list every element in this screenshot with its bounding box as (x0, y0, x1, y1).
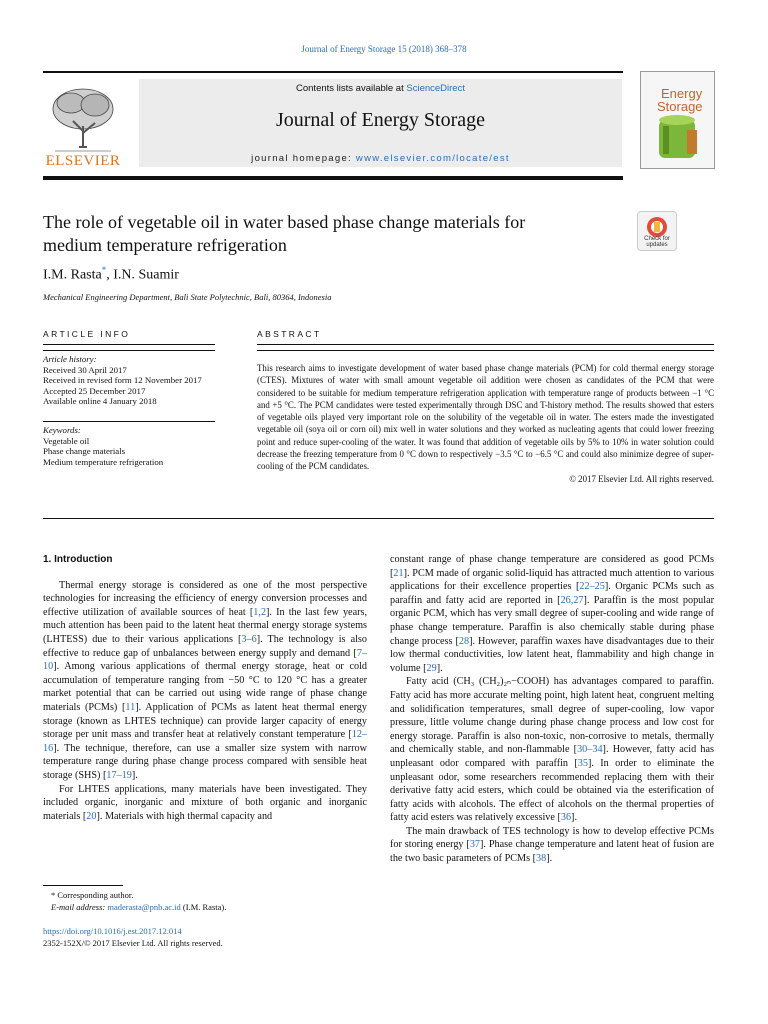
paragraph: The main drawback of TES technology is how to develop effective PCMs for storing energy [37]. Phase change temperature and latent heat of fusion are the two basic parameters of PCMs [38]. (390, 825, 714, 865)
citation-link[interactable]: 22–25 (579, 581, 605, 593)
issn-line: 2352-152X/© 2017 Elsevier Ltd. All rights reserved. (43, 937, 223, 948)
paragraph: Fatty acid (CH₃ (CH₂)₂ₙ−COOH) has advantages compared to paraffin. Fatty acid has more accurate melting point, high latent heat, congruent melting and solidification temperatures, small degree of super-cooling, low vapor pressure, little volume change during phase change process and low cost for energy storage. Paraffin is also non-toxic, non-corrosive to metals, thermally and chemically stable, and non-flammable [30–34]. However, fatty acid has unpleasant odor compared with paraffin [35]. In order to eliminate the unpleasant odor, some researchers recommended replacing them with their derivative fatty acid esters, which could be obtained via the esterification of fatty acids with alcohols. The effect of alcohols on the thermal properties of fatty acid esters was relatively excessive [36]. (390, 676, 714, 824)
cover-battery-graphic (641, 72, 714, 168)
keyword-item: Vegetable oil (43, 435, 90, 446)
doi-link[interactable]: https://doi.org/10.1016/j.est.2017.12.014 (43, 926, 182, 936)
article-title-line2: medium temperature refrigeration (43, 235, 287, 255)
abstract-second-rule (257, 350, 714, 351)
citation-link[interactable]: 1,2 (253, 606, 267, 618)
article-info-rule (43, 344, 215, 345)
body-column-right (390, 553, 714, 866)
doi-block (43, 926, 223, 949)
corresponding-author-note: * Corresponding author. (51, 890, 134, 900)
journal-title: Journal of Energy Storage (275, 109, 486, 131)
keyword-item: Phase change materials (43, 446, 126, 456)
footnote-mark: * (51, 890, 56, 900)
citation-link[interactable]: 17–19 (106, 769, 132, 781)
sciencedirect-link[interactable]: ScienceDirect (406, 83, 465, 94)
citation-link[interactable]: 26,27 (560, 594, 584, 606)
article-info-header: ARTICLE INFO (43, 329, 131, 339)
footnotes (43, 890, 226, 913)
history-item: Received 30 April 2017 (43, 364, 127, 375)
citation-link[interactable]: 11 (125, 701, 136, 713)
citation-link[interactable]: 7–10 (43, 647, 367, 673)
check-for-updates-button[interactable] (637, 211, 677, 251)
history-item: Accepted 25 December 2017 (43, 385, 146, 396)
section-heading-introduction: 1. Introduction (43, 554, 113, 565)
history-label: Article history: (43, 354, 97, 364)
front-matter-bottom-rule (43, 518, 714, 519)
history-item: Received in revised form 12 November 2017 (43, 375, 202, 385)
abstract-top-rule (257, 344, 714, 345)
citation-link[interactable]: 35 (577, 757, 588, 769)
abstract-header: ABSTRACT (257, 329, 322, 339)
check-updates-label: Check for updates (644, 236, 670, 248)
masthead-banner (139, 79, 622, 167)
journal-reference[interactable]: Journal of Energy Storage 15 (2018) 368–378 (301, 44, 467, 54)
citation-link[interactable]: 37 (469, 839, 480, 851)
citation-link[interactable]: 28 (458, 635, 470, 647)
author-2[interactable]: , I.N. Suamir (106, 267, 179, 283)
citation-link[interactable]: 38 (536, 853, 547, 865)
paragraph: Thermal energy storage is considered as one of the most perspective technologies for increasing the efficiency of energy conversion processes and effective utilization of available sources of heat [1,2]. In the last few years, much attention has been paid to the latent heat thermal energy storage systems (LHTESS) due to their various applications [3–6]. The technology is also effective to reduce gap of unbalances between energy supply and demand [7–10]. Among various applications of thermal energy storage, heat or cold accumulation of temperature ranging from −50 °C to 120 °C has a greater market potential that can be carried out using wide range of phase change materials (PCMs) [11]. Application of PCMs as latent heat thermal energy storage (known as LHTES technique) can provide larger capacity of energy storage per unit mass and transfer heat at relatively constant temperature [12–16]. The technique, therefore, can use a smaller size system with narrow temperature range during phase change process compared with sensible heat storage (SHS) [17–19]. (43, 579, 367, 781)
cover-title-line2: Storage (657, 99, 703, 114)
contents-line (139, 83, 622, 94)
affiliation: Mechanical Engineering Department, Bali State Polytechnic, Bali, 80364, Indonesia (43, 292, 332, 302)
citation-link[interactable]: 30–34 (577, 744, 603, 756)
history-rule (43, 350, 215, 351)
abstract-body (257, 362, 714, 485)
contents-prefix: Contents lists available at (296, 83, 407, 94)
citation-link[interactable]: 21 (393, 567, 404, 579)
history-item: Available online 4 January 2018 (43, 396, 157, 406)
paragraph: constant range of phase change temperature are considered as good PCMs [21]. PCM made of organic solid-liquid has attracted much attention to various applications for their excellence properties [22–25]. Organic PCMs such as paraffin and fatty acid are reported in [26,27]. Paraffin is the most popular organic PCM, which has very small degree of super-cooling and wide range of phase change temperature. Paraffin is also chemically stable during phase change process [28]. However, paraffin waxes have disadvantages due to their low thermal conductivities, low latent heat, flammability and high change in volume [29]. (390, 554, 715, 674)
authors (43, 265, 179, 284)
citation-link[interactable]: 36 (560, 812, 572, 824)
citation-link[interactable]: 12–16 (43, 729, 367, 754)
article-title (43, 211, 623, 257)
abstract-text: This research aims to investigate development of water based phase change materials (PCM) for cold thermal energy storage (CTES). Mixtures of water with small amount vegetable oil addition were chosen as candidates of the PCM that were considered to be suitable for medium temperature refrigeration application with temperature range of products between −1 °C and +5 °C. The PCM candidates were tested experimentally through DSC and T-history method. The results showed that esters of vegetable oils played very important role on the solubility of the vegetable oil in water. The esters made the investigated vegetable oil (soya oil or corn oil) mix well in water solutions and they worked as nucleating agents that could lower freezing point and reduce super-cooling of the water. It was found that addition of vegetable oils by 5% to 10% in water solution could decrease the freezing temperature from 0 °C down to respectively −3.5 °C to −6.5 °C and could also minimize degree of super-cooling of the PCM candidates. (257, 363, 714, 472)
masthead (43, 71, 623, 180)
author-1[interactable]: I.M. Rasta (43, 267, 102, 283)
homepage-line (139, 153, 622, 164)
cover-title-line1: Energy (661, 86, 703, 101)
paragraph: For LHTES applications, many materials have been investigated. They included organic, inorganic and mixture of both organic and inorganic materials [20]. Materials with high thermal capacity and (43, 783, 367, 822)
abstract-copyright: © 2017 Elsevier Ltd. All rights reserved. (569, 473, 714, 484)
email-note: E-mail address: maderasta@pnb.ac.id (I.M. Rasta). (51, 901, 227, 912)
keyword-item: Medium temperature refrigeration (43, 456, 164, 467)
journal-cover-thumbnail[interactable] (640, 71, 715, 169)
keywords-rule (43, 421, 215, 422)
citation-link[interactable]: 20 (86, 810, 97, 822)
elsevier-wordmark: ELSEVIER (45, 153, 121, 169)
keywords-label: Keywords: (43, 425, 81, 435)
citation-link[interactable]: 29 (426, 662, 437, 674)
body-column-left (43, 553, 367, 823)
homepage-link[interactable]: www.elsevier.com/locate/est (355, 153, 510, 164)
email-label: E-mail address: (51, 901, 108, 912)
email-link[interactable]: maderasta@pnb.ac.id (107, 901, 181, 912)
keywords (43, 425, 163, 467)
homepage-prefix: journal homepage: (251, 153, 356, 164)
article-title-line1: The role of vegetable oil in water based phase change materials for (43, 212, 526, 232)
corresponding-author-mark[interactable]: * (101, 265, 107, 275)
footnote-rule (43, 885, 123, 886)
citation-link[interactable]: 3–6 (241, 633, 257, 645)
article-history (43, 354, 202, 407)
